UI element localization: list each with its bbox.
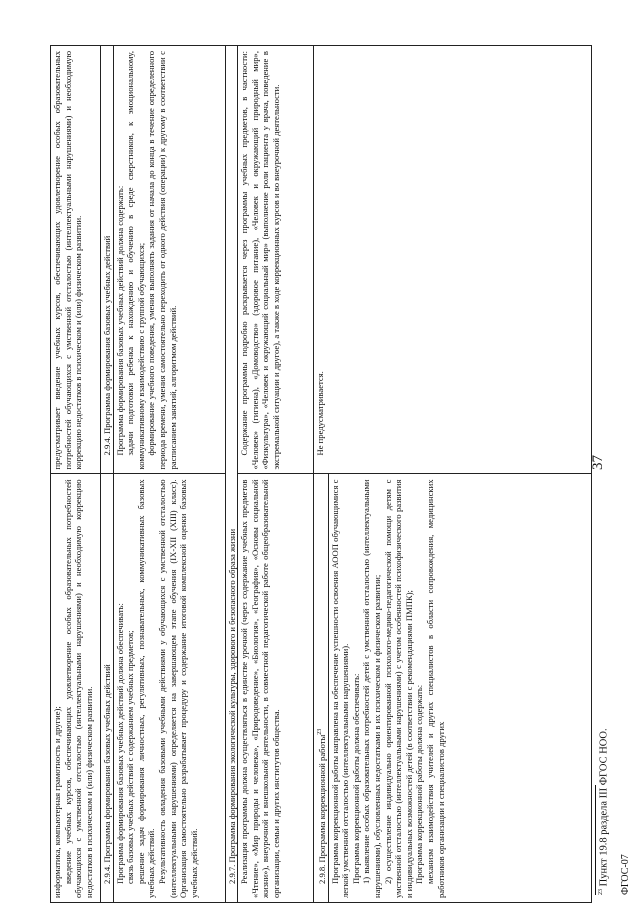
paragraph: Программа формирования базовых учебных действий должна содержать: [114, 185, 125, 456]
paragraph: Не предусматривается. [315, 371, 326, 456]
table-cell [238, 46, 314, 475]
paragraph: Результативность овладения базовыми учебными действиями у обучающихся с умственной отсталостью (интеллектуальными нарушениями) определяется на завершающем этапе обучения (IX-XII (XIII) класс). Организация самостоятельно разрабатывает процедуру и содержание итоговой комплексной оценки базовых учебных действий. [156, 479, 199, 898]
paragraph: введение учебных курсов, обеспечивающих удовлетворение особых образовательных потребностей обучающихся с умственной отсталостью (интеллектуальными нарушениями) и необходимую коррекцию недостатков в психическом и (или) физическом развитии. [62, 479, 94, 898]
table-row [51, 46, 101, 903]
table-cell [51, 46, 101, 475]
section-heading: 2.9.7. Программа формирования экологической культуры, здорового и безопасного образа жизни [225, 46, 238, 903]
paragraph: Реализация программы должна осуществляться в единстве урочной (через содержание учебных предметов «Чтение», «Мир природы и человека», «Природоведение», «Биология», «География», «Основы социальной жизни»), внеурочной и внешкольной деятельности, в совместной педагогической работе общеобразовательной организации, семьи и других институтов общества. [239, 479, 281, 898]
paragraph: связь базовых учебных действий с содержанием учебных предметов; [125, 630, 136, 884]
paragraph: задачи подготовки ребенка к нахождению и обучению в среде сверстников, к эмоциональному, коммуникативному взаимодействию с группой обучающихся; [125, 51, 146, 470]
paragraph: формирование учебного поведения, умения выполнять задания от начала до конца в течение определенного периода времени, умения самостоятельно переходить от одного действия (операции) к другому в соответствии с расписанием занятий, алгоритмом действий. [146, 51, 178, 470]
footnote-divider [595, 785, 596, 895]
section-heading: 2.9.4. Программа формирования базовых учебных действий [101, 474, 114, 903]
paragraph: решение задач формирования личностных, регулятивных, познавательных, коммуникативных базовых учебных действий. [135, 479, 157, 898]
paragraph: Программа коррекционной работы направлена на обеспечение успешности освоения АООП обучающимися с легкой умственной отсталостью (интеллектуальными нарушениями). [329, 479, 351, 898]
paragraph: механизм взаимодействия учителей и других специалистов в области сопровождения, медицинских работников организации и специалистов других [424, 479, 446, 898]
paragraph: 2) осуществление индивидуально ориентированной психолого-медико-педагогической помощи детям с умственной отсталостью (интеллектуальными нарушениями) с учетом особенностей психофизического развития и индивидуальных возможностей детей (в соответствии с рекомендациями ПМПК); [382, 479, 414, 898]
table-row [113, 46, 225, 903]
table-cell [51, 474, 101, 903]
table-cell [328, 474, 591, 903]
table-cell [238, 474, 314, 903]
paragraph: Программа коррекционной работы должна содержать: [414, 684, 425, 884]
table-cell [113, 46, 225, 475]
paragraph: Содержание программы подробно раскрывается через программы учебных предметов, в частности: «Человек» (гигиена), «Домоводство» (здоровое питание), «Человек и окружающий природный мир», «Физкультура», «Человек и окружающий социальный мир» (выполнение роли пациента у врача, поведение в экстремальной ситуации и другое), а также в ходе коррекционных курсов и во внеурочной деятельности. [239, 51, 281, 470]
table-row [238, 46, 314, 903]
section-heading: 2.9.4. Программа формирования базовых учебных действий [101, 46, 114, 475]
page-number: 37 [590, 455, 606, 470]
table-cell [314, 46, 592, 475]
paragraph: Программа формирования базовых учебных действий должна обеспечивать: [114, 603, 125, 884]
paragraph: Программа коррекционной работы должна обеспечивать: [350, 673, 361, 884]
paragraph: 1) выявление особых образовательных потребностей детей с умственной отсталостью (интеллектуальными нарушениями), обусловленных недостатками в их психическом и физическом развитии; [361, 479, 383, 898]
table-row [225, 46, 238, 903]
standards-comparison-table [50, 45, 592, 903]
section-heading: 2.9.8. Программа коррекционной работы$^{23}$ [314, 474, 328, 903]
paragraph: предусматривает введение учебных курсов, обеспечивающих удовлетворение особых образовательных потребностей обучающихся с умственной отсталостью (интеллектуальными нарушениями) и необходимую коррекцию недостатков в психическом и (или) физическом развитии. [52, 51, 84, 470]
table-row [314, 46, 328, 903]
footnote: $^{23}$ Пункт 19.8 раздела III ФГОС НОО. [598, 728, 610, 895]
paragraph: информатика, компьютерная грамотность и другие); [52, 706, 62, 898]
table-row [101, 46, 114, 903]
table-cell [113, 474, 225, 903]
document-code: ФГОС-07 [620, 854, 631, 895]
